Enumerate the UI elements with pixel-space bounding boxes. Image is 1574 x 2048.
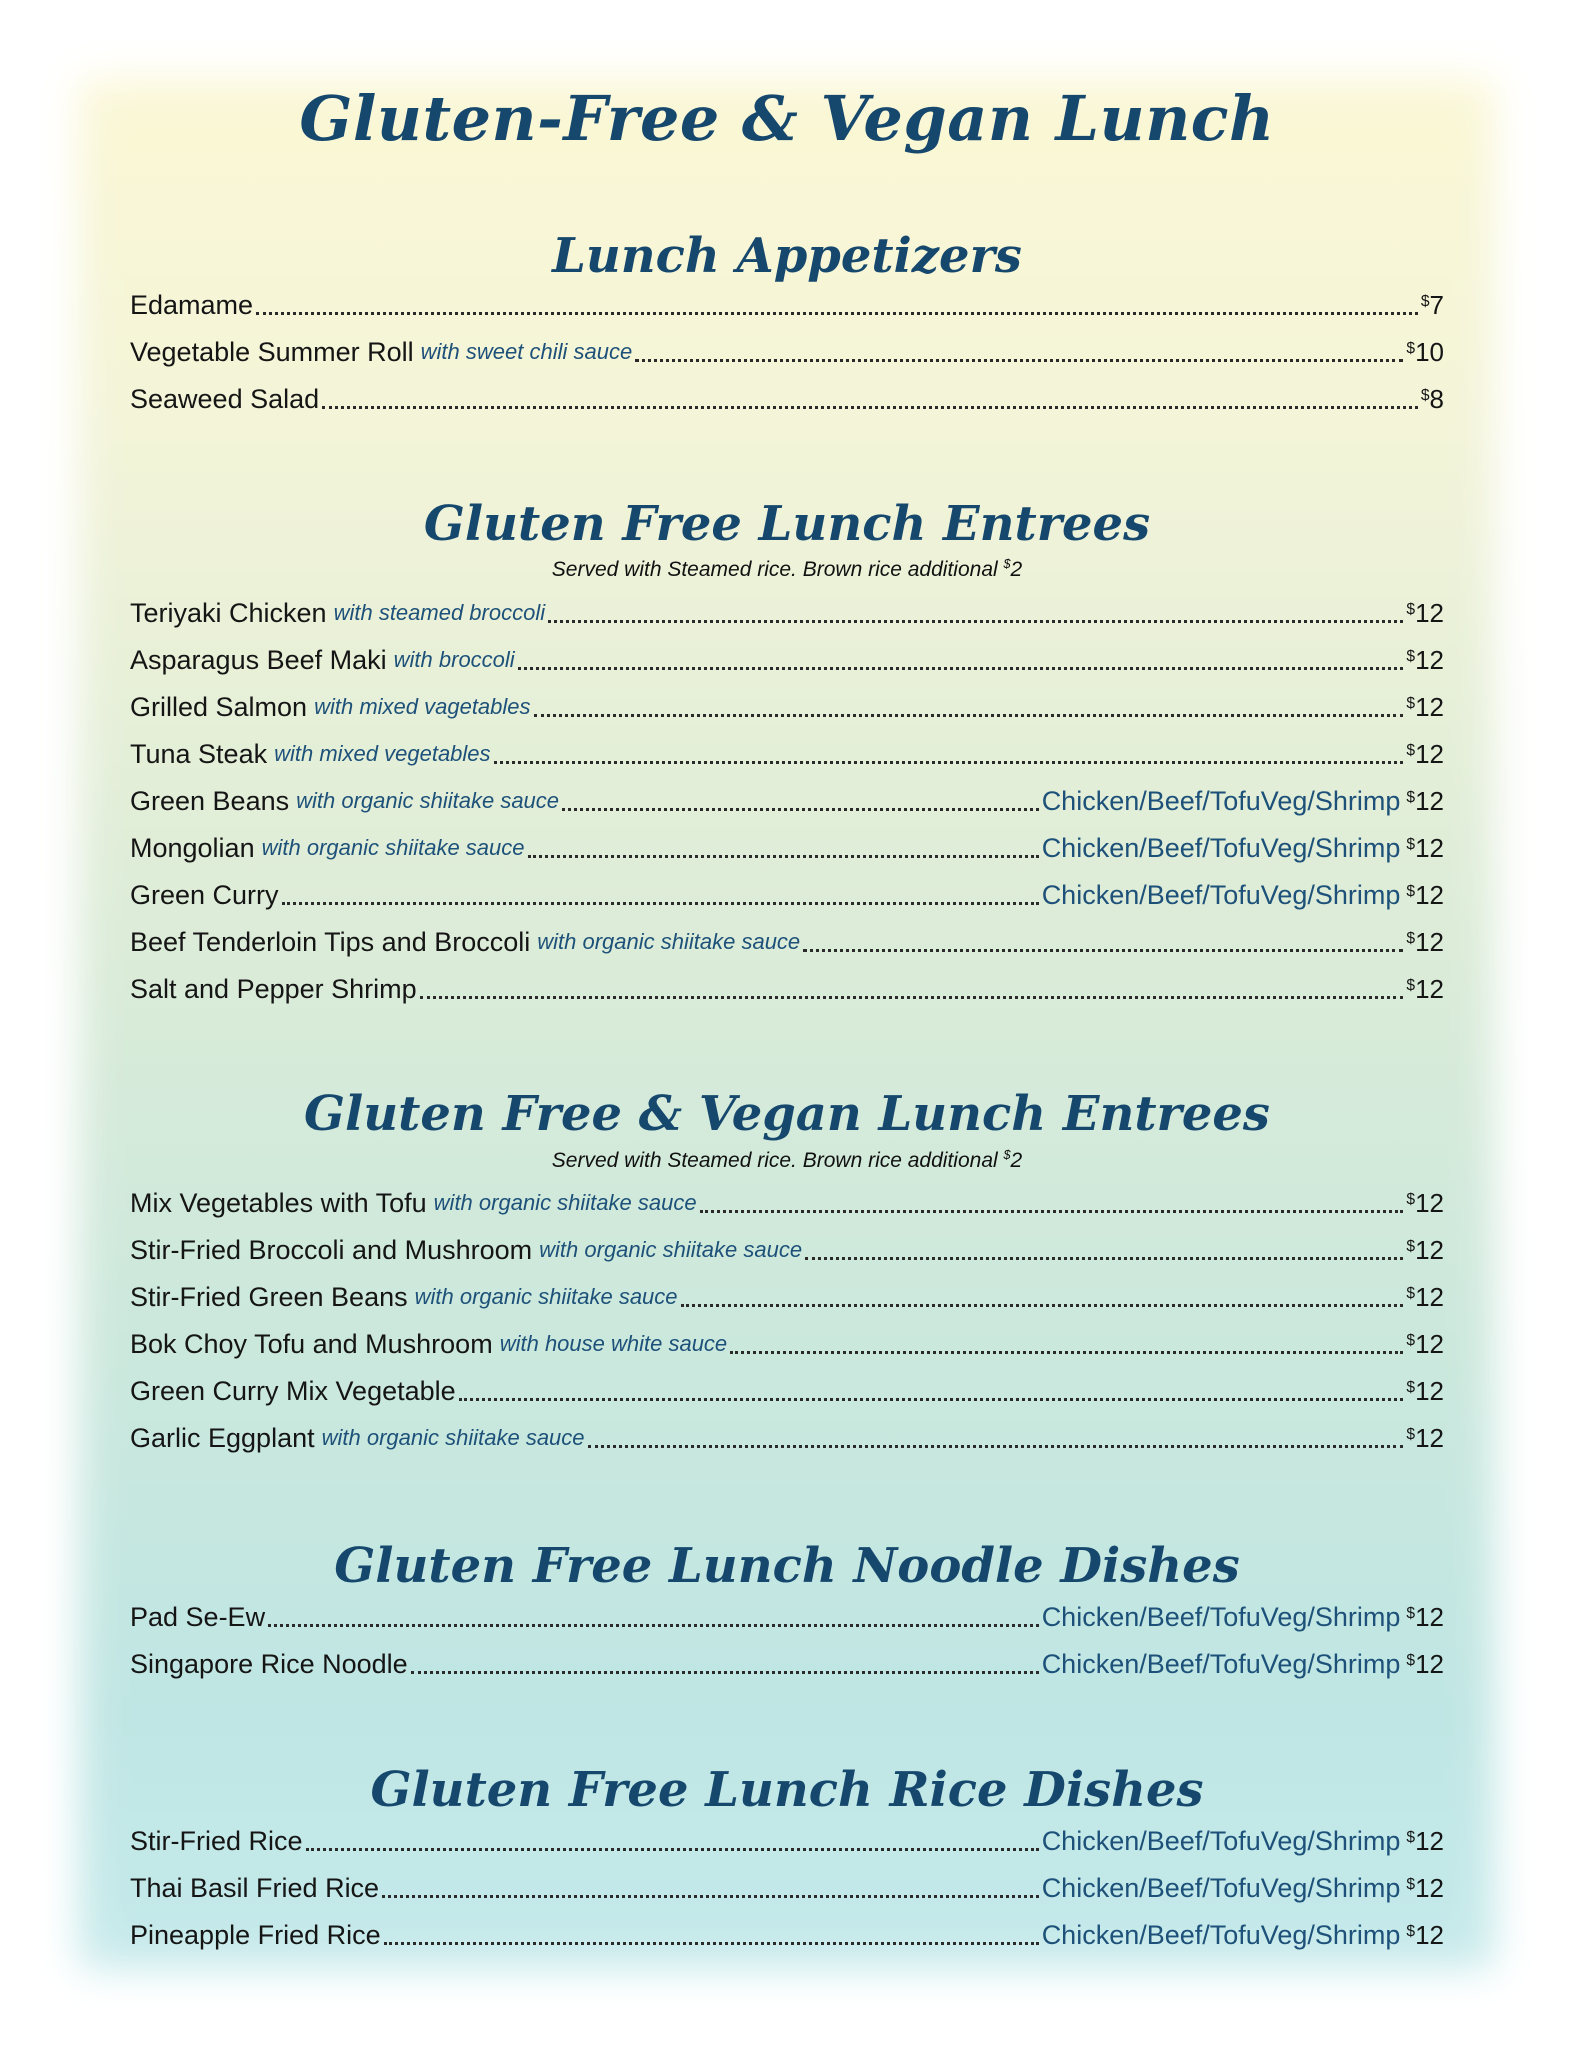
menu-item [130, 1912, 1444, 1952]
item-name: Mix Vegetables with Tofu [130, 1188, 427, 1218]
section-title: Gluten Free Lunch Rice Dishes [370, 1762, 1204, 1818]
item-price [1406, 1230, 1444, 1267]
item-price [1406, 687, 1444, 724]
menu-item [130, 376, 1444, 416]
price-currency: $ [1420, 387, 1430, 404]
item-price [1406, 875, 1444, 912]
item-price [1406, 922, 1444, 959]
dot-leader [588, 1411, 1404, 1448]
menu-item [130, 590, 1444, 630]
price-value: 12 [1415, 598, 1444, 628]
dot-leader [268, 1590, 1039, 1627]
item-price [1406, 1371, 1444, 1408]
item-name: Grilled Salmon [130, 692, 308, 722]
menu-item [130, 1180, 1444, 1220]
section-title: Gluten Free Lunch Entrees [423, 496, 1151, 552]
dot-leader [635, 325, 1403, 362]
price-value: 12 [1415, 927, 1444, 957]
price-value: 8 [1429, 384, 1444, 414]
item-price [1406, 828, 1444, 865]
price-currency: $ [1406, 1332, 1416, 1349]
item-name: Mongolian [130, 833, 255, 863]
item-name: Pad Se-Ew [130, 1602, 266, 1632]
dot-leader [322, 372, 1418, 409]
item-name: Stir-Fried Green Beans [130, 1282, 408, 1312]
item-name: Stir-Fried Rice [130, 1826, 303, 1856]
item-name: Asparagus Beef Maki [130, 645, 387, 675]
menu-item [130, 1865, 1444, 1905]
item-name: Tuna Steak [130, 739, 268, 769]
item-description: with organic shiitake sauce [539, 1237, 803, 1262]
price-value: 12 [1415, 1235, 1444, 1265]
price-value: 7 [1429, 290, 1444, 320]
dot-leader [459, 1364, 1404, 1401]
section-note [130, 1148, 1444, 1173]
section-title: Lunch Appetizers [552, 228, 1022, 284]
menu-item [130, 919, 1444, 959]
dot-leader [384, 1908, 1039, 1945]
menu-item [130, 731, 1444, 771]
price-value: 12 [1415, 1188, 1444, 1218]
price-value: 12 [1415, 692, 1444, 722]
item-description: with organic shiitake sauce [414, 1284, 678, 1309]
item-description: with organic shiitake sauce [296, 788, 560, 813]
item-price [1406, 781, 1444, 818]
price-currency: $ [1406, 1426, 1416, 1443]
item-price [1406, 1277, 1444, 1314]
item-price [1406, 1183, 1444, 1220]
item-protein-options: Chicken/Beef/TofuVeg/Shrimp [1041, 1826, 1401, 1856]
dot-leader [548, 586, 1403, 623]
item-price [1406, 640, 1444, 677]
price-currency: $ [1406, 883, 1416, 900]
item-description: with mixed vegetables [274, 741, 491, 766]
price-currency: $ [1406, 1191, 1416, 1208]
price-currency: $ [1406, 789, 1416, 806]
item-name: Vegetable Summer Roll [130, 337, 414, 367]
section-title: Gluten Free Lunch Noodle Dishes [334, 1538, 1240, 1594]
item-name: Seaweed Salad [130, 384, 320, 414]
price-value: 12 [1415, 786, 1444, 816]
price-currency: $ [1406, 1238, 1416, 1255]
menu-item [130, 1818, 1444, 1858]
item-description: with steamed broccoli [333, 600, 546, 625]
price-currency: $ [1406, 1605, 1416, 1622]
note-currency: $ [1003, 1148, 1011, 1162]
item-name: Edamame [130, 290, 254, 320]
price-currency: $ [1406, 836, 1416, 853]
dot-leader [382, 1861, 1039, 1898]
dot-leader [282, 868, 1039, 905]
item-protein-options: Chicken/Beef/TofuVeg/Shrimp [1041, 786, 1401, 816]
dot-leader [730, 1317, 1403, 1354]
price-currency: $ [1406, 742, 1416, 759]
item-price [1406, 734, 1444, 771]
price-currency: $ [1406, 977, 1416, 994]
note-currency: $ [1003, 557, 1011, 571]
price-currency: $ [1406, 340, 1416, 357]
item-name: Garlic Eggplant [130, 1423, 315, 1453]
price-currency: $ [1406, 1652, 1416, 1669]
item-name: Bok Choy Tofu and Mushroom [130, 1329, 493, 1359]
menu-item [130, 1415, 1444, 1455]
price-value: 12 [1415, 1873, 1444, 1903]
menu-item [130, 1368, 1444, 1408]
dot-leader [411, 1637, 1039, 1674]
price-value: 10 [1415, 337, 1444, 367]
item-name: Singapore Rice Noodle [130, 1649, 408, 1679]
menu-item [130, 329, 1444, 369]
dot-leader [256, 278, 1418, 315]
price-currency: $ [1406, 695, 1416, 712]
dot-leader [306, 1814, 1039, 1851]
dot-leader [534, 680, 1404, 717]
item-description: with broccoli [393, 647, 515, 672]
price-currency: $ [1420, 293, 1430, 310]
menu-item [130, 1274, 1444, 1314]
item-price [1406, 969, 1444, 1006]
section-note-text: Served with Steamed rice. Brown rice additional [551, 1149, 998, 1172]
item-description: with organic shiitake sauce [261, 835, 525, 860]
item-description: with organic shiitake sauce [321, 1425, 585, 1450]
item-protein-options: Chicken/Beef/TofuVeg/Shrimp [1041, 880, 1401, 910]
item-name: Green Curry [130, 880, 279, 910]
price-value: 12 [1415, 1282, 1444, 1312]
price-value: 12 [1415, 1423, 1444, 1453]
price-value: 12 [1415, 1649, 1444, 1679]
item-price [1406, 1868, 1444, 1905]
item-price [1421, 285, 1444, 322]
price-value: 12 [1415, 1376, 1444, 1406]
dot-leader [562, 774, 1039, 811]
item-description: with sweet chili sauce [420, 339, 633, 364]
price-value: 12 [1415, 645, 1444, 675]
menu-item [130, 1641, 1444, 1681]
price-currency: $ [1406, 648, 1416, 665]
dot-leader [681, 1270, 1404, 1307]
menu-item [130, 825, 1444, 865]
item-description: with organic shiitake sauce [433, 1190, 697, 1215]
item-description: with organic shiitake sauce [537, 929, 801, 954]
note-price: 2 [1010, 558, 1023, 581]
price-currency: $ [1406, 601, 1416, 618]
price-currency: $ [1406, 1876, 1416, 1893]
item-protein-options: Chicken/Beef/TofuVeg/Shrimp [1041, 833, 1401, 863]
price-value: 12 [1415, 739, 1444, 769]
price-currency: $ [1406, 1379, 1416, 1396]
price-currency: $ [1406, 1285, 1416, 1302]
menu-item [130, 872, 1444, 912]
item-name: Stir-Fried Broccoli and Mushroom [130, 1235, 533, 1265]
price-value: 12 [1415, 974, 1444, 1004]
price-currency: $ [1406, 930, 1416, 947]
menu-item [130, 1227, 1444, 1267]
menu-item [130, 1321, 1444, 1361]
item-price [1406, 1644, 1444, 1681]
section-note [130, 557, 1444, 582]
menu-item [130, 966, 1444, 1006]
item-protein-options: Chicken/Beef/TofuVeg/Shrimp [1041, 1649, 1401, 1679]
dot-leader [805, 1223, 1403, 1260]
item-price [1406, 1597, 1444, 1634]
menu-item [130, 684, 1444, 724]
dot-leader [494, 727, 1404, 764]
item-name: Thai Basil Fried Rice [130, 1873, 380, 1903]
price-value: 12 [1415, 1920, 1444, 1950]
menu-item [130, 282, 1444, 322]
menu-item [130, 778, 1444, 818]
item-name: Pineapple Fried Rice [130, 1920, 381, 1950]
item-price [1406, 1915, 1444, 1952]
item-price [1406, 332, 1444, 369]
note-price: 2 [1010, 1149, 1023, 1172]
price-currency: $ [1406, 1923, 1416, 1940]
item-name: Teriyaki Chicken [130, 598, 327, 628]
section-note-text: Served with Steamed rice. Brown rice additional [551, 558, 998, 581]
item-name: Green Curry Mix Vegetable [130, 1376, 456, 1406]
item-price [1421, 379, 1444, 416]
item-name: Salt and Pepper Shrimp [130, 974, 417, 1004]
dot-leader [420, 962, 1404, 999]
dot-leader [700, 1176, 1404, 1213]
dot-leader [803, 915, 1403, 952]
price-value: 12 [1415, 1329, 1444, 1359]
menu-item [130, 637, 1444, 677]
item-description: with mixed vagetables [314, 694, 531, 719]
item-protein-options: Chicken/Beef/TofuVeg/Shrimp [1041, 1920, 1401, 1950]
price-value: 12 [1415, 1602, 1444, 1632]
item-description: with house white sauce [499, 1331, 728, 1356]
menu-item [130, 1594, 1444, 1634]
item-name: Beef Tenderloin Tips and Broccoli [130, 927, 531, 957]
item-name: Green Beans [130, 786, 290, 816]
item-price [1406, 1324, 1444, 1361]
section-title: Gluten Free & Vegan Lunch Entrees [304, 1086, 1270, 1142]
price-value: 12 [1415, 1826, 1444, 1856]
dot-leader [528, 821, 1039, 858]
item-protein-options: Chicken/Beef/TofuVeg/Shrimp [1041, 1602, 1401, 1632]
dot-leader [518, 633, 1404, 670]
price-value: 12 [1415, 833, 1444, 863]
item-price [1406, 1821, 1444, 1858]
item-protein-options: Chicken/Beef/TofuVeg/Shrimp [1041, 1873, 1401, 1903]
price-currency: $ [1406, 1829, 1416, 1846]
menu-title: Gluten-Free & Vegan Lunch [299, 82, 1275, 155]
item-price [1406, 593, 1444, 630]
price-value: 12 [1415, 880, 1444, 910]
item-price [1406, 1418, 1444, 1455]
